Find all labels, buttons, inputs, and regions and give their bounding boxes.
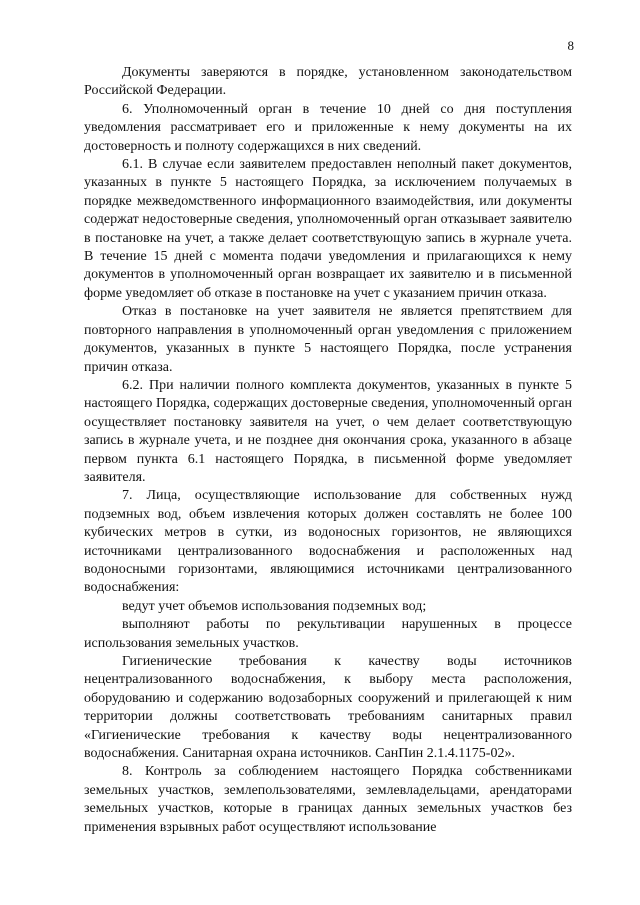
- paragraph-item-7: 7. Лица, осуществляющие использование для собственных нужд подземных вод, объем извлечения которых должен составлять не более 100 кубических метров в сутки, из водоносных горизонтов, не являющихся источниками централизованного водоснабжения и расположенных над водоносными горизонтами, являющимися источниками централизованного водоснабжения:: [84, 488, 572, 596]
- paragraph-item-6-1: 6.1. В случае если заявителем предоставлен неполный пакет документов, указанных в пункте 5 настоящего Порядка, за исключением получаемых в порядке межведомственного информационного взаимодействия, или документы содержат недостоверные сведения, уполномоченный орган отказывает заявителю в постановке на учет, а также делает соответствующую запись в журнале учета. В течение 15 дней с момента подачи уведомления и прилагающихся к нему документов в уполномоченный орган возвращает их заявителю и в письменной форме уведомляет об отказе в постановке на учет с указанием причин отказа.: [84, 157, 572, 301]
- paragraph-item-7-duty-recultivation: выполняют работы по рекультивации нарушенных в процессе использования земельных участков.: [84, 617, 572, 651]
- paragraph-item-6: 6. Уполномоченный орган в течение 10 дней со дня поступления уведомления рассматривает его и приложенные к нему документы на их достоверность и полноту содержащихся в них сведений.: [84, 101, 572, 154]
- paragraph-item-8: 8. Контроль за соблюдением настоящего Порядка собственниками земельных участков, землепользователями, землевладельцами, арендаторами земельных участков, которые в границах данных земельных участков без применения взрывных работ осуществляют использование: [84, 764, 572, 835]
- paragraph-hygienic-requirements: Гигиенические требования к качеству воды источников нецентрализованного водоснабжения, к выбору места расположения, оборудованию и содержанию водозаборных сооружений и прилегающей к ним территории должны соответствовать требованиям санитарных правил «Гигиенические требования к качеству воды нецентрализованного водоснабжения. Санитарная охрана источников. СанПин 2.1.4.1175-02».: [84, 654, 572, 762]
- paragraph-documents-certification: Документы заверяются в порядке, установленном законодательством Российской Федерации.: [84, 65, 572, 99]
- document-body: [84, 64, 572, 837]
- paragraph-item-6-2: 6.2. При наличии полного комплекта документов, указанных в пункте 5 настоящего Порядка, содержащих достоверные сведения, уполномоченный орган осуществляет постановку заявителя на учет, о чем делает соответствующую запись в журнале учета, и не позднее дня окончания срока, указанного в абзаце первом пункта 6.1 настоящего Порядка, в письменной форме уведомляет заявителя.: [84, 377, 572, 485]
- paragraph-refusal-note: Отказ в постановке на учет заявителя не является препятствием для повторного направления в уполномоченный орган уведомления с приложением документов, указанных в пункте 5 настоящего Порядка, после устранения причин отказа.: [84, 304, 572, 375]
- page-number: 8: [567, 38, 574, 53]
- paragraph-item-7-duty-accounting: ведут учет объемов использования подземных вод;: [122, 598, 427, 614]
